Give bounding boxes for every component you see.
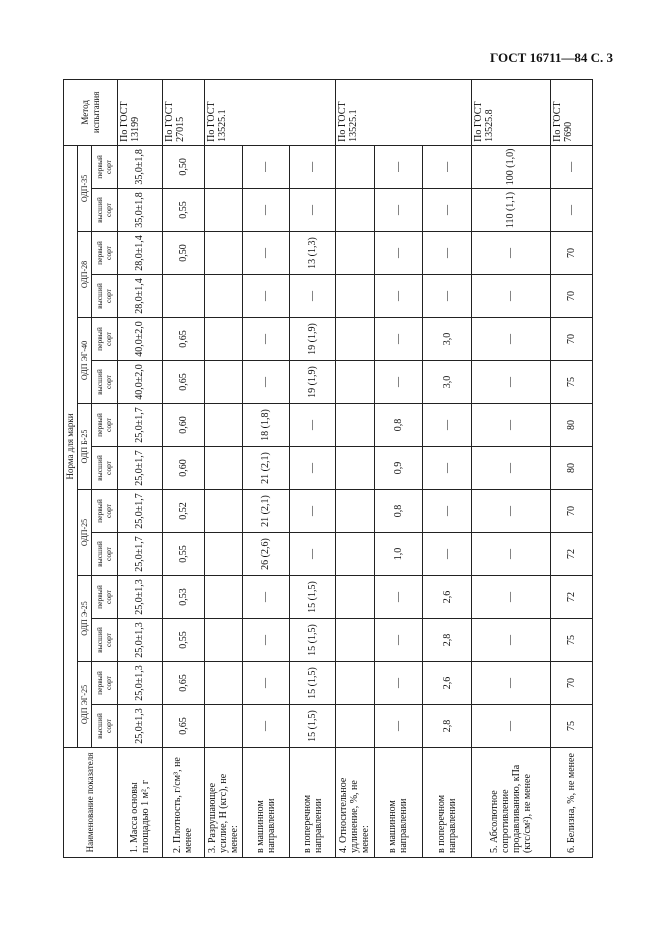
value-cell: 0,55 (162, 189, 204, 232)
grade-header: ОДП Э-25 (78, 576, 92, 662)
value-cell (336, 232, 374, 275)
grade-header: ОДП ЭГ-40 (78, 318, 92, 404)
value-cell: 0,9 (374, 447, 423, 490)
value-cell: — (472, 404, 550, 447)
value-cell (204, 275, 242, 318)
value-cell (204, 447, 242, 490)
value-cell: — (423, 533, 472, 576)
value-cell (204, 662, 242, 705)
value-cell: — (423, 404, 472, 447)
value-cell: — (243, 145, 290, 188)
value-cell (204, 533, 242, 576)
subgrade-header: первый сорт (92, 404, 118, 447)
value-cell: 3,0 (423, 318, 472, 361)
value-cell: 75 (550, 361, 592, 404)
value-cell: 0,60 (162, 447, 204, 490)
value-cell: 0,55 (162, 533, 204, 576)
norms-table (63, 79, 593, 858)
value-cell (336, 447, 374, 490)
grade-header: ОДП-25 (78, 490, 92, 576)
value-cell: 28,0±1,4 (118, 232, 163, 275)
row-name: 6. Белизна, %, не менее (550, 748, 592, 858)
grade-header: ОДП ЭГ-25 (78, 662, 92, 748)
grade-header: ОДП-35 (78, 145, 92, 231)
value-cell (336, 189, 374, 232)
value-cell: 70 (550, 490, 592, 533)
value-cell: — (472, 232, 550, 275)
value-cell: 0,65 (162, 662, 204, 705)
value-cell: — (472, 318, 550, 361)
grade-header: ОДП Б-25 (78, 404, 92, 490)
row-name: 4. Относительное удлинение, %, не менее: (336, 748, 374, 858)
value-cell (204, 189, 242, 232)
value-cell: 0,52 (162, 490, 204, 533)
value-cell: 80 (550, 447, 592, 490)
row-name: в поперечном направлении (423, 748, 472, 858)
value-cell: 100 (1,0) (472, 145, 550, 188)
value-cell: — (472, 447, 550, 490)
subgrade-header: высший сорт (92, 447, 118, 490)
value-cell: — (289, 189, 336, 232)
value-cell: — (374, 189, 423, 232)
value-cell: 0,8 (374, 490, 423, 533)
value-cell: 2,6 (423, 662, 472, 705)
value-cell: — (289, 447, 336, 490)
subgrade-header: первый сорт (92, 145, 118, 188)
value-cell: — (472, 275, 550, 318)
value-cell: — (423, 490, 472, 533)
value-cell: 0,8 (374, 404, 423, 447)
row-name: 5. Абсолютное сопротивление продавливанию, кПа (кгс/см²), не менее (472, 748, 550, 858)
value-cell: 70 (550, 318, 592, 361)
value-cell: 28,0±1,4 (118, 275, 163, 318)
subgrade-header: высший сорт (92, 275, 118, 318)
value-cell: — (423, 232, 472, 275)
value-cell: — (289, 490, 336, 533)
value-cell: 70 (550, 662, 592, 705)
value-cell: 0,55 (162, 619, 204, 662)
table-row (472, 79, 550, 857)
value-cell: — (472, 662, 550, 705)
value-cell: 0,50 (162, 145, 204, 188)
value-cell (336, 404, 374, 447)
value-cell (336, 145, 374, 188)
value-cell: — (243, 275, 290, 318)
subgrade-header: высший сорт (92, 705, 118, 748)
value-cell: 0,65 (162, 318, 204, 361)
rotated-table-container (63, 80, 593, 858)
value-cell (204, 145, 242, 188)
value-cell: — (472, 576, 550, 619)
value-cell: 25,0±1,3 (118, 576, 163, 619)
page-header: ГОСТ 16711—84 С. 3 (490, 50, 613, 65)
method-cell: По ГОСТ 13525.1 (336, 79, 472, 145)
value-cell: — (289, 533, 336, 576)
value-cell (336, 318, 374, 361)
value-cell: — (472, 619, 550, 662)
value-cell (336, 275, 374, 318)
value-cell: — (374, 619, 423, 662)
value-cell: — (550, 145, 592, 188)
value-cell: 0,50 (162, 232, 204, 275)
value-cell: 0,60 (162, 404, 204, 447)
subgrade-header: высший сорт (92, 533, 118, 576)
value-cell: 25,0±1,3 (118, 619, 163, 662)
value-cell: 25,0±1,3 (118, 705, 163, 748)
row-name: 1. Масса основы площадью 1 м², г (118, 748, 163, 858)
value-cell: 110 (1,1) (472, 189, 550, 232)
value-cell: — (423, 145, 472, 188)
value-cell: 18 (1,8) (243, 404, 290, 447)
value-cell: 70 (550, 232, 592, 275)
method-cell: По ГОСТ 27015 (162, 79, 204, 145)
value-cell (336, 490, 374, 533)
value-cell (336, 576, 374, 619)
row-name: в машинном направлении (243, 748, 290, 858)
value-cell: 13 (1,3) (289, 232, 336, 275)
value-cell (336, 705, 374, 748)
table-row (289, 79, 336, 857)
value-cell: — (374, 361, 423, 404)
value-cell: 15 (1,5) (289, 619, 336, 662)
value-cell: — (243, 619, 290, 662)
value-cell: — (243, 232, 290, 275)
value-cell: 35,0±1,8 (118, 189, 163, 232)
value-cell (336, 361, 374, 404)
subgrade-header: высший сорт (92, 361, 118, 404)
value-cell: — (423, 275, 472, 318)
value-cell: 72 (550, 533, 592, 576)
table-row (243, 79, 290, 857)
value-cell (204, 404, 242, 447)
subgrade-header: высший сорт (92, 619, 118, 662)
value-cell: 72 (550, 576, 592, 619)
value-cell: — (550, 189, 592, 232)
value-cell: — (243, 662, 290, 705)
row-name: 3. Разрушающее усилие, Н (кгс), не менее: (204, 748, 242, 858)
subgrade-header: первый сорт (92, 576, 118, 619)
col-norm-header: Норма для марки (64, 145, 78, 747)
value-cell (204, 705, 242, 748)
value-cell: 2,6 (423, 576, 472, 619)
value-cell: — (243, 705, 290, 748)
value-cell: — (472, 533, 550, 576)
value-cell: — (374, 705, 423, 748)
value-cell: — (374, 662, 423, 705)
value-cell: — (374, 275, 423, 318)
table-row (118, 79, 163, 857)
subgrade-header: первый сорт (92, 490, 118, 533)
value-cell: 15 (1,5) (289, 662, 336, 705)
value-cell: — (374, 232, 423, 275)
value-cell: 1,0 (374, 533, 423, 576)
value-cell: — (374, 145, 423, 188)
value-cell: 25,0±1,7 (118, 404, 163, 447)
value-cell: 15 (1,5) (289, 705, 336, 748)
value-cell (204, 232, 242, 275)
value-cell: 19 (1,9) (289, 318, 336, 361)
value-cell: 70 (550, 275, 592, 318)
value-cell (204, 361, 242, 404)
value-cell: — (374, 318, 423, 361)
value-cell: — (289, 145, 336, 188)
table-row (162, 79, 204, 857)
value-cell: 25,0±1,3 (118, 662, 163, 705)
table-row (550, 79, 592, 857)
value-cell: 21 (2,1) (243, 490, 290, 533)
value-cell: — (289, 275, 336, 318)
value-cell: 80 (550, 404, 592, 447)
method-cell: По ГОСТ 13525.1 (204, 79, 335, 145)
table-row (336, 79, 374, 857)
value-cell: 25,0±1,7 (118, 490, 163, 533)
value-cell: 3,0 (423, 361, 472, 404)
value-cell: — (243, 189, 290, 232)
value-cell: — (472, 490, 550, 533)
grade-header: ОДП-28 (78, 232, 92, 318)
value-cell: 35,0±1,8 (118, 145, 163, 188)
value-cell: 40,0±2,0 (118, 318, 163, 361)
value-cell (204, 619, 242, 662)
col-name-header: Наименование показателя (64, 748, 118, 858)
value-cell: — (423, 189, 472, 232)
value-cell: 25,0±1,7 (118, 533, 163, 576)
value-cell: — (243, 576, 290, 619)
value-cell: 0,65 (162, 361, 204, 404)
value-cell (204, 490, 242, 533)
value-cell: 2,8 (423, 705, 472, 748)
row-name: в машинном направлении (374, 748, 423, 858)
value-cell: 15 (1,5) (289, 576, 336, 619)
subgrade-header: первый сорт (92, 662, 118, 705)
subgrade-header: первый сорт (92, 232, 118, 275)
subgrade-header: первый сорт (92, 318, 118, 361)
row-name: в поперечном направлении (289, 748, 336, 858)
value-cell: 2,8 (423, 619, 472, 662)
method-cell: По ГОСТ 7690 (550, 79, 592, 145)
col-method-header: Метод испытания (64, 79, 118, 145)
value-cell: — (472, 705, 550, 748)
value-cell (204, 576, 242, 619)
value-cell: 0,65 (162, 705, 204, 748)
value-cell: — (423, 447, 472, 490)
value-cell (162, 275, 204, 318)
value-cell (204, 318, 242, 361)
value-cell: — (374, 576, 423, 619)
value-cell: — (472, 361, 550, 404)
value-cell: — (289, 404, 336, 447)
row-name: 2. Плотность, г/см³, не менее (162, 748, 204, 858)
value-cell (336, 619, 374, 662)
value-cell: — (243, 318, 290, 361)
method-cell: По ГОСТ 13525.8 (472, 79, 550, 145)
value-cell (336, 533, 374, 576)
value-cell (336, 662, 374, 705)
value-cell: — (243, 361, 290, 404)
method-cell: По ГОСТ 13199 (118, 79, 163, 145)
value-cell: 75 (550, 619, 592, 662)
subgrade-header: высший сорт (92, 189, 118, 232)
table-row (204, 79, 242, 857)
value-cell: 0,53 (162, 576, 204, 619)
value-cell: 25,0±1,7 (118, 447, 163, 490)
table-row (423, 79, 472, 857)
value-cell: 19 (1,9) (289, 361, 336, 404)
value-cell: 26 (2,6) (243, 533, 290, 576)
value-cell: 40,0±2,0 (118, 361, 163, 404)
value-cell: 75 (550, 705, 592, 748)
value-cell: 21 (2,1) (243, 447, 290, 490)
table-row (374, 79, 423, 857)
